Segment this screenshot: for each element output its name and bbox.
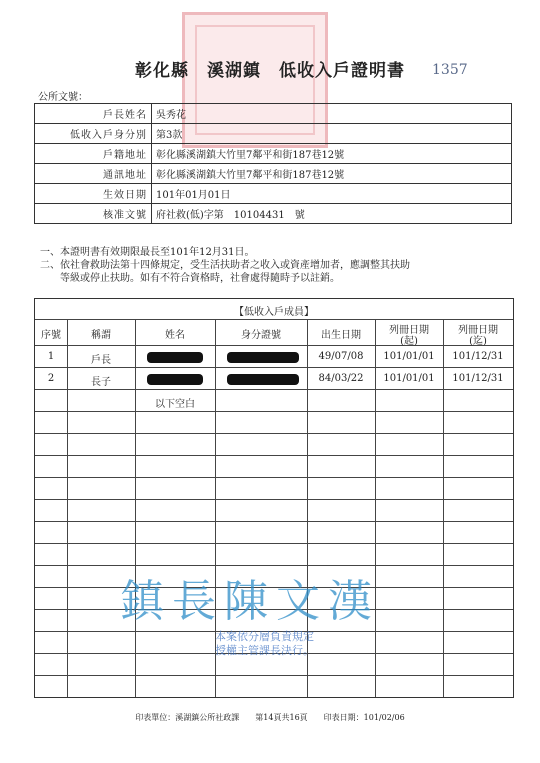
info-row — [35, 164, 512, 184]
info-row — [35, 124, 512, 144]
row-2-seq: 2 — [47, 373, 55, 384]
info-label: 戶籍地址 — [35, 144, 152, 164]
row-1-birth: 49/07/08 — [318, 351, 364, 362]
col-header-end: 列冊日期 — [458, 325, 498, 336]
doc-number-label: 公所文號： — [38, 92, 88, 103]
col-header-relation: 稱謂 — [91, 330, 111, 341]
col-header-birth: 出生日期 — [321, 330, 361, 341]
row-1-end: 101/12/31 — [452, 351, 504, 362]
mayor-signature-stamp: 鎮長陳文漢 — [120, 576, 380, 627]
info-value: 第3款 — [152, 124, 512, 144]
members-title: 【低收入戶成員】 — [234, 307, 314, 318]
redacted-name — [147, 374, 203, 385]
info-label: 核准文號 — [35, 204, 152, 224]
redacted-id — [227, 352, 299, 363]
footer: 印表單位：溪湖鎮公所社政課 第14頁共16頁 印表日期：101/02/06 — [135, 713, 405, 722]
info-value: 101年01月01日 — [152, 184, 512, 204]
row-1-start: 101/01/01 — [383, 351, 435, 362]
info-label: 通訊地址 — [35, 164, 152, 184]
redacted-id — [227, 374, 299, 385]
info-row — [35, 144, 512, 164]
info-value: 彰化縣溪湖鎮大竹里7鄰平和街187巷12號 — [152, 164, 512, 184]
info-label: 生效日期 — [35, 184, 152, 204]
col-header-seq: 序號 — [41, 330, 61, 341]
serial-number: 1357 — [432, 62, 468, 78]
info-label: 戶長姓名 — [35, 104, 152, 124]
row-2-end: 101/12/31 — [452, 373, 504, 384]
note-line: 等級或停止扶助。如有不符合資格時，社會處得隨時予以註銷。 — [40, 273, 340, 284]
col-header-end-sub: (迄) — [469, 336, 487, 347]
note-line: 二、依社會救助法第十四條規定，受生活扶助者之收入或資產增加者，應調整其扶助 — [40, 260, 410, 271]
info-table — [34, 103, 512, 224]
row-1-relation: 戶長 — [91, 355, 111, 366]
redacted-name — [147, 352, 203, 363]
stamp-note-line: 授權主管課長決行。 — [215, 644, 314, 657]
blank-marker: 以下空白 — [155, 399, 195, 410]
page-title: 彰化縣 溪湖鎮 低收入戶證明書 — [135, 61, 405, 81]
col-header-name: 姓名 — [165, 330, 185, 341]
row-1-seq: 1 — [47, 351, 55, 362]
stamp-note — [215, 630, 375, 658]
note-line: 一、本證明書有效期限最長至101年12月31日。 — [40, 247, 255, 258]
info-row — [35, 184, 512, 204]
info-row — [35, 104, 512, 124]
notes — [40, 246, 510, 285]
col-header-id: 身分證號 — [241, 330, 281, 341]
stamp-note-line: 本案依分層負責規定 — [215, 630, 314, 643]
info-value: 府社救(低)字第 10104431 號 — [152, 204, 512, 224]
col-header-start: 列冊日期 — [389, 325, 429, 336]
col-header-start-sub: (起) — [400, 336, 418, 347]
row-2-birth: 84/03/22 — [318, 373, 364, 384]
row-2-start: 101/01/01 — [383, 373, 435, 384]
info-label: 低收入戶身分別 — [35, 124, 152, 144]
info-value: 吳秀花 — [152, 104, 512, 124]
row-2-relation: 長子 — [91, 377, 111, 388]
info-row — [35, 204, 512, 224]
info-value: 彰化縣溪湖鎮大竹里7鄰平和街187巷12號 — [152, 144, 512, 164]
